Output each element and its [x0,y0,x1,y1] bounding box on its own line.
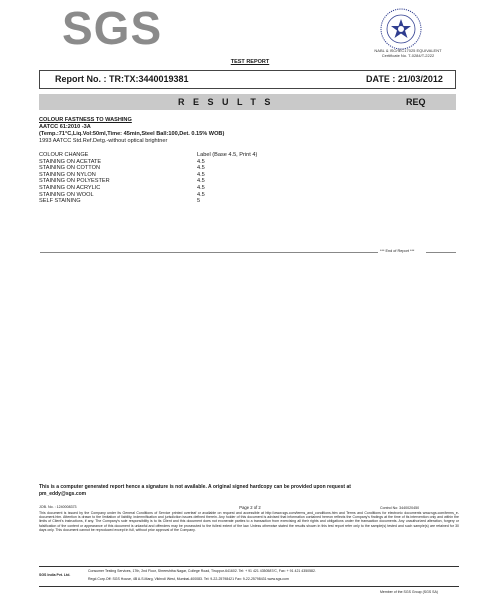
end-of-report: *** End of Report *** [380,249,415,253]
test-method: AATCC 61:2010 -3A [39,124,91,130]
row-value: 4.5 [197,165,205,172]
row-value: 5 [197,198,201,205]
row-label: STAINING ON COTTON [39,165,101,172]
row-label: SELF STAINING [39,198,81,205]
row-label: STAINING ON ACRYLIC [39,184,101,191]
company-name: SGS India Pvt. Ltd. [39,573,71,577]
row-label: STAINING ON NYLON [39,171,96,178]
page-number: Page 2 of 2 [239,505,261,510]
job-number: JOB. No. : 1240008373 [39,505,77,509]
report-number: Report No. : TR:TX:3440019381 [55,74,189,84]
req-label: REQ [406,97,426,107]
row-label: STAINING ON WOOL [39,191,94,198]
group-membership: Member of the SGS Group (SGS SA) [380,590,438,594]
row-value: 4.5 [197,178,205,185]
control-number: Control No: 3440020450 [380,506,420,510]
footer-divider [39,586,459,587]
row-label: STAINING ON POLYESTER [39,178,110,185]
footer-divider [39,566,459,567]
row-value: 4.5 [197,191,205,198]
accreditation-seal-icon [379,7,423,51]
end-divider [40,252,378,253]
document-title: TEST REPORT [230,59,270,65]
logo-text: SGS [62,2,163,54]
row-value: 4.5 [197,184,205,191]
row-value: Label (Base 4.5, Print 4) [197,152,258,158]
sgs-logo [62,2,170,54]
end-divider [426,252,456,253]
contact-email: pm_eddy@sgs.com [39,491,87,497]
computer-generated-notice: This is a computer generated report hence a signature is not available. A original signed hardcopy can be provided upon request at [39,484,351,490]
accreditation-line2: Certificate No. T-0284/T-2222 [381,53,435,58]
detergent-note: 1993 AATCC Std.Ref.Detg.-without optical brightner [39,138,168,144]
accreditation-text [368,48,448,58]
legal-disclaimer: This document is issued by the Company under its General Conditions of Service printed overleaf or available on request and accessible at http://www.sgs.com/terms_and_conditions.htm and Terms and Conditions for electronic documents www.sgs.com/terms_e-document.htm. Attention is drawn to the limitation of liability, indemnification and jurisdiction issues defined therein. Any holder of this document is advised that information contained hereon reflects the Company's findings at the time of its intervention only and within the limits of Client's instructions, if any. The Company's sole responsibility is to its Client and this document does not exonerate parties to a transaction from exercising all their rights and obligations under the transaction documents. Any unauthorized alteration, forgery or falsification of the content or appearance of this document is unlawful and offenders may be prosecuted to the fullest extent of the law. Unless otherwise stated the results shown in this test report refer only to the sample(s) tested and such sample(s) are retained for 30 days only. This document cannot be reproduced except in full, without prior approval of the Company. [39,511,459,532]
row-value: 4.5 [197,158,205,165]
registered-office: Regd.Corp.Off: SGS House, 4B A.S.Marg, Vikhroli West, Mumbai-400083. Tel: 9-22-25798421 Fax: 9-22-25798431 www.sgs.com [88,577,289,581]
accreditation-line1: NABL & ISO/IEC17025 EQUIVALENT [374,48,442,53]
report-date: DATE : 21/03/2012 [366,74,443,84]
test-conditions: (Temp.:71°C,Liq.Vol:50ml,Time: 45min,Steel Ball:100,Det. 0.15% WOB) [39,131,225,137]
results-title: RESULTS [178,97,279,107]
section-heading: COLOUR FASTNESS TO WASHING [39,117,132,123]
row-label: COLOUR CHANGE [39,152,89,158]
row-label: STAINING ON ACETATE [39,158,102,165]
office-address: Consumer Testing Services, 17th, 2nd Floor, Shreeshtha Nagar, College Road, Tiruppur-641602. Tel: + 91 421 4350587/C, Fax: + 91 421 4350582. [88,569,316,573]
row-value: 4.5 [197,171,205,178]
